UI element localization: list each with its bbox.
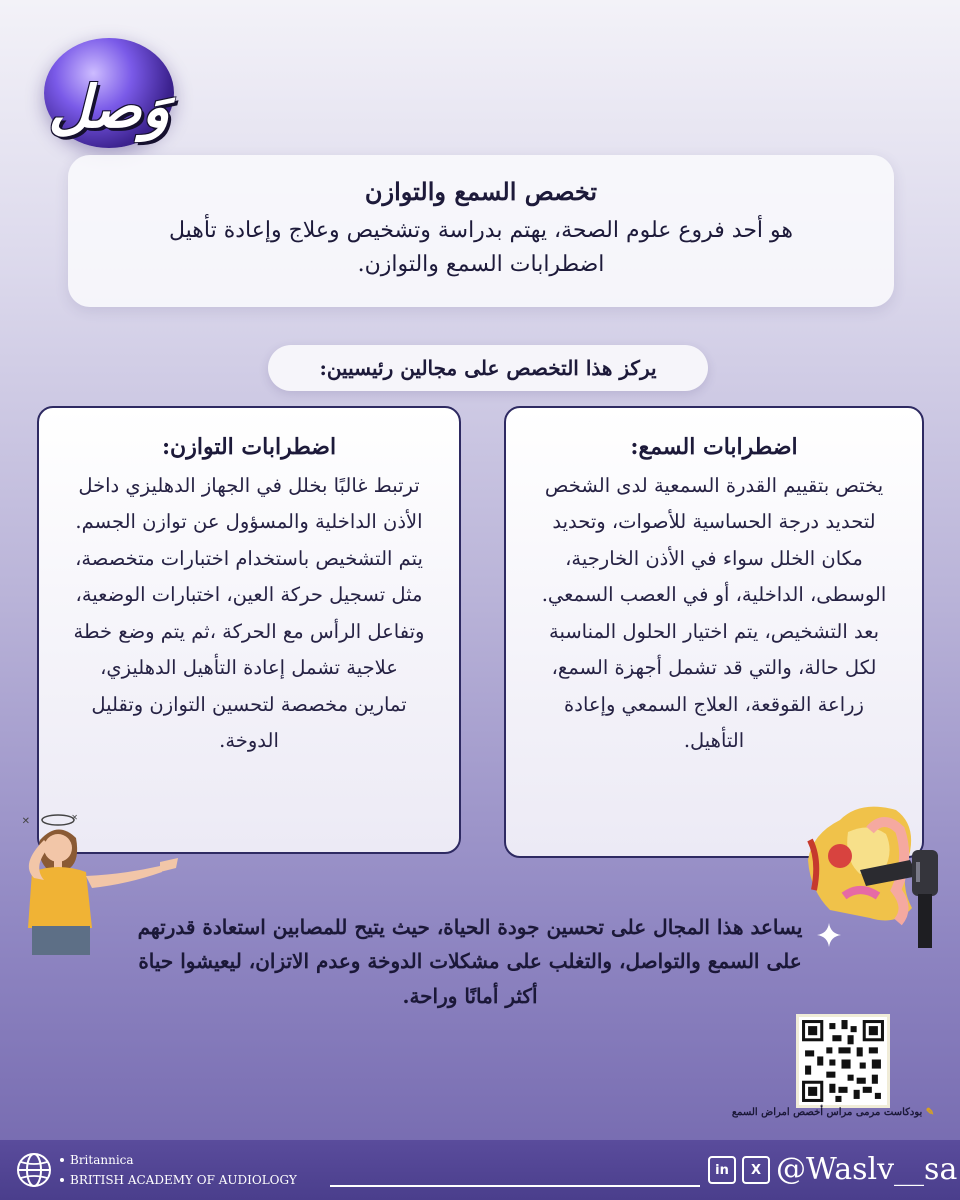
- sources-list: [60, 1150, 297, 1190]
- source-text: BRITISH ACADEMY OF AUDIOLOGY: [70, 1173, 297, 1187]
- social-links: [708, 1152, 958, 1187]
- balance-disorders-card: [37, 406, 461, 854]
- social-handle[interactable]: @Waslv__sa: [776, 1152, 958, 1187]
- podcast-text: بودكاست مرمى مراس أخصص امراض السمع: [731, 1107, 923, 1118]
- balance-text: ترتبط غالبًا بخلل في الجهاز الدهليزي داخل الأذن الداخلية والمسؤول عن توازن الجسم. يتم التشخيص باستخدام اختبارات متخصصة، مثل تسجيل حركة العين، اختبارات الوضعية، وتفاعل الرأس مع الحركة ،ثم يتم وضع خطة علاجية تشمل إعادة التأهيل الدهليزي، تمارين مخصصة لتحسين التوازن وتقليل الدوخة.: [73, 474, 425, 753]
- source-text: Britannica: [70, 1153, 134, 1167]
- intro-title: تخصص السمع والتوازن: [364, 177, 598, 206]
- globe-icon: [14, 1150, 54, 1190]
- hearing-disorders-card: [504, 406, 924, 858]
- svg-text:✕: ✕: [71, 813, 78, 822]
- section-subheading: يركز هذا التخصص على مجالين رئيسيين:: [268, 345, 708, 391]
- hearing-title: اضطرابات السمع:: [630, 434, 798, 460]
- source-item: [60, 1170, 297, 1190]
- podcast-caption: [718, 1107, 948, 1118]
- svg-text:✕: ✕: [21, 816, 30, 827]
- key-icon: ✎: [925, 1107, 935, 1118]
- summary-text: يساعد هذا المجال على تحسين جودة الحياة، حيث يتيح للمصابين استعادة قدرتهم على السمع والتواصل، والتغلب على مشكلات الدوخة وعدم الاتزان، ليعيشوا حياة أكثر أمانًا وراحة.: [137, 915, 803, 1008]
- balance-title: اضطرابات التوازن:: [161, 434, 337, 460]
- linkedin-icon[interactable]: in: [708, 1156, 736, 1184]
- intro-box: [68, 155, 894, 307]
- qr-code[interactable]: [796, 1014, 890, 1108]
- logo-text: وَصل: [48, 73, 170, 141]
- footer-divider: [330, 1185, 700, 1187]
- source-item: [60, 1150, 297, 1170]
- hearing-text: يختص بتقييم القدرة السمعية لدى الشخص لتحديد درجة الحساسية للأصوات، وتحديد مكان الخلل سواء في الأذن الخارجية، الوسطى، الداخلية، أو في العصب السمعي. بعد التشخيص، يتم اختيار الحلول المناسبة لكل حالة، والتي قد تشمل أجهزة السمع، زراعة القوقعة، العلاج السمعي وإعادة التأهيل.: [541, 474, 887, 753]
- x-icon[interactable]: X: [742, 1156, 770, 1184]
- logo: [34, 38, 184, 163]
- intro-text: هو أحد فروع علوم الصحة، يهتم بدراسة وتشخيص وعلاج وإعادة تأهيل اضطرابات السمع والتوازن.: [169, 218, 793, 278]
